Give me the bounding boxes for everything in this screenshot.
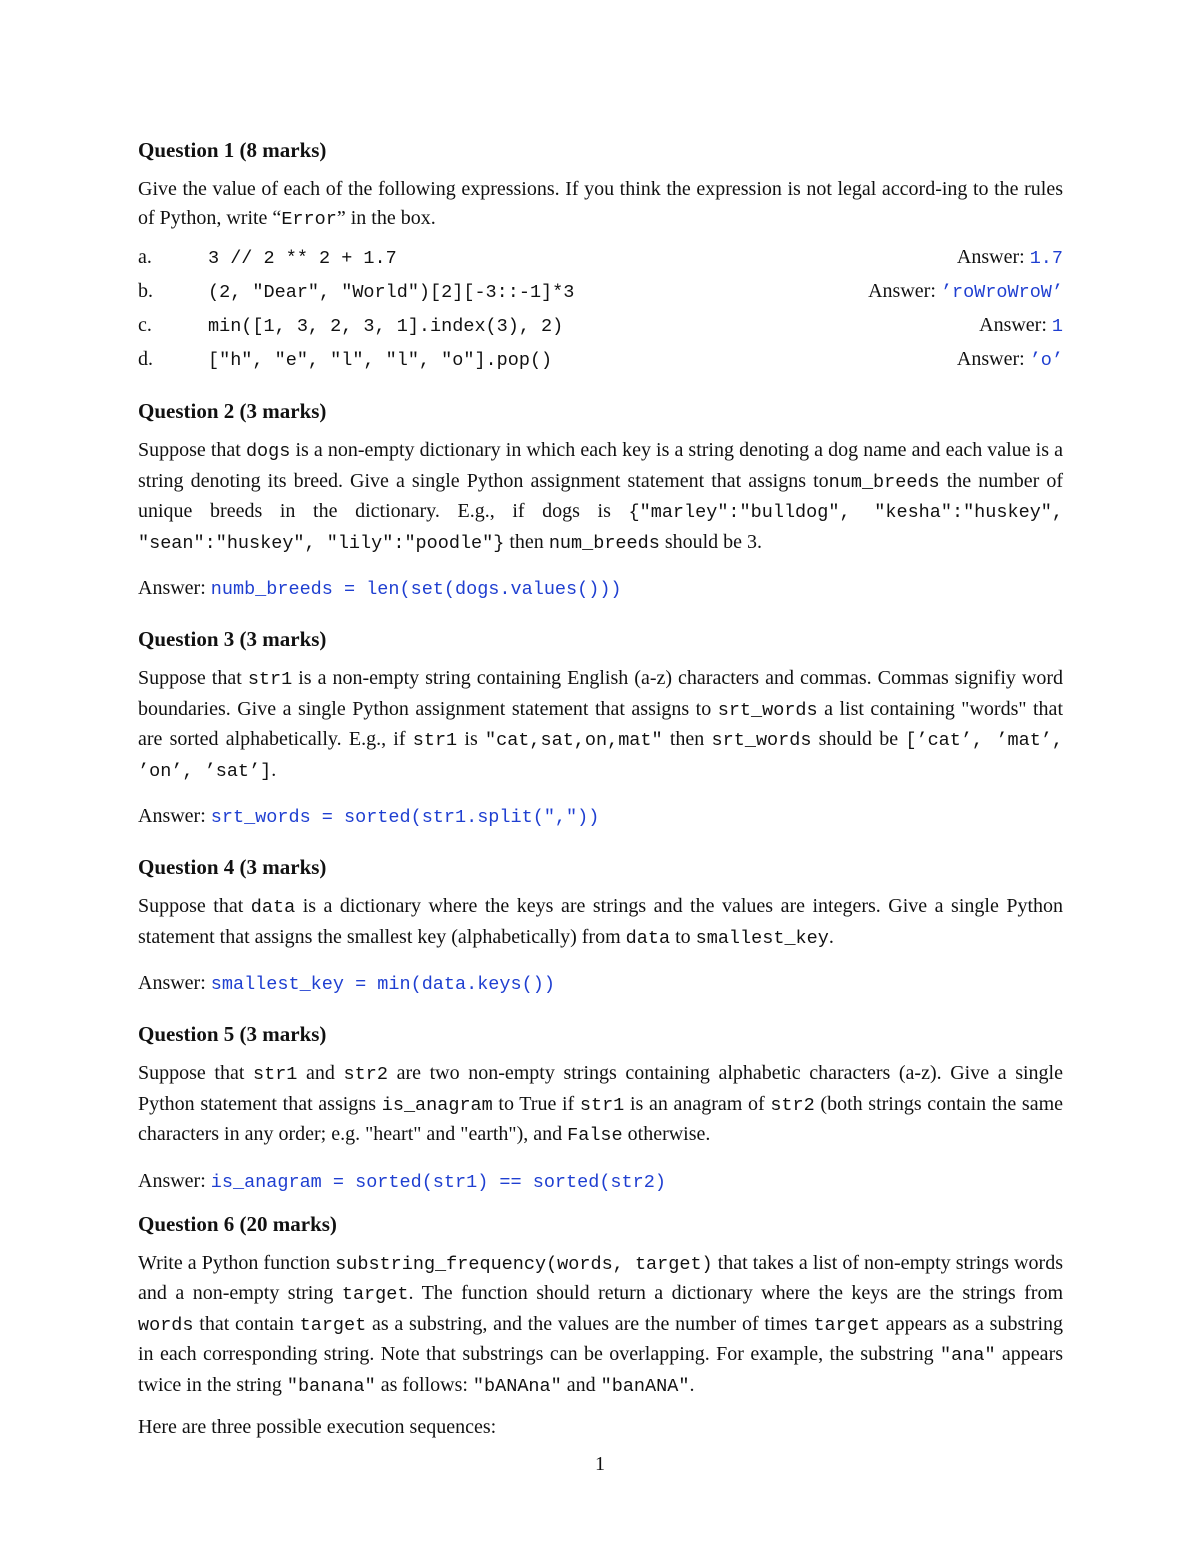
question-6: [138, 1211, 1063, 1442]
question-1d: d. ["h", "e", "l", "l", "o"].pop() Answer: ’o’: [138, 342, 1063, 376]
question-2: [138, 398, 1063, 604]
question-3-title: Question 3 (3 marks): [138, 627, 327, 651]
answer-value: is_anagram = sorted(str1) == sorted(str2): [210, 1171, 666, 1193]
answer-value: smallest_key = min(data.keys()): [210, 974, 555, 995]
answer-value: numb_breeds = len(set(dogs.values())): [210, 579, 622, 600]
question-2-title: Question 2 (3 marks): [138, 399, 327, 423]
question-4-answer: Answer: smallest_key = min(data.keys()): [138, 972, 555, 995]
question-6-body: Write a Python function substring_frequency(words, target) that takes a list of non-empty strings words and a non-empty string target. The function should return a dictionary where the keys are the strings from words that contain target as a substring, and the values are the number of times target appears as a substring in each corresponding string. Note that substrings can be overlapping. For example, the substring "ana" appears twice in the string "banana" as follows: "bANAna" and "banANA".: [138, 1251, 1064, 1397]
question-3-answer: Answer: srt_words = sorted(str1.split(",")): [138, 805, 600, 828]
question-4-body: Suppose that data is a dictionary where the keys are strings and the values are integers. Give a single Python statement that assigns the smallest key (alphabetically) from data to smallest_key.: [138, 895, 1064, 949]
question-1c: c. min([1, 3, 2, 3, 1].index(3), 2) Answer: 1: [138, 308, 1063, 342]
page-number: 1: [595, 1453, 605, 1475]
question-2-body: Suppose that dogs is a non-empty dictionary in which each key is a string denoting a dog name and each value is a string denoting its breed. Give a single Python assignment statement that assigns tonum_breeds the number of unique breeds in the dictionary. E.g., if dogs is {"marley":"bulldog", "kesha":"huskey", "sean":"huskey", "lily":"poodle"} then num_breeds should be 3.: [138, 439, 1064, 554]
question-1a: a. 3 // 2 ** 2 + 1.7 Answer: 1.7: [138, 240, 1063, 274]
question-3: [138, 626, 1063, 832]
question-4-title: Question 4 (3 marks): [138, 855, 327, 879]
question-5-title: Question 5 (3 marks): [138, 1022, 327, 1046]
exam-page: [138, 137, 1063, 1464]
error-keyword: Error: [281, 208, 337, 230]
question-4: [138, 854, 1063, 999]
expression: (2, "Dear", "World")[2][-3::-1]*3: [208, 282, 575, 303]
expression: min([1, 3, 2, 3, 1].index(3), 2): [208, 316, 564, 337]
question-6-title: Question 6 (20 marks): [138, 1211, 337, 1236]
question-1: [138, 137, 1063, 376]
answer-value: 1: [1051, 316, 1063, 337]
question-2-answer: Answer: numb_breeds = len(set(dogs.values())): [138, 577, 622, 600]
question-5-body: Suppose that str1 and str2 are two non-empty strings containing alphabetic characters (a-z). Give a single Python statement that assigns is_anagram to True if str1 is an anagram of str2 (both strings contain the same characters in any order; e.g. "heart" and "earth"), and False otherwise.: [138, 1062, 1063, 1146]
question-6-closing: Here are three possible execution sequences:: [138, 1416, 497, 1438]
question-5: [138, 1021, 1063, 1197]
question-3-body: Suppose that str1 is a non-empty string containing English (a-z) characters and commas. Commas signifiy word boundaries. Give a single Python assignment statement that assigns to srt_words a list containing "words" that are sorted alphabetically. E.g., if str1 is "cat,sat,on,mat" then srt_words should be [’cat’, ’mat’, ’on’, ’sat’].: [138, 667, 1064, 782]
expression: 3 // 2 ** 2 + 1.7: [208, 248, 397, 269]
answer-value: 1.7: [1029, 248, 1063, 269]
answer-value: ’o’: [1029, 350, 1063, 371]
question-5-answer: Answer: is_anagram = sorted(str1) == sorted(str2): [138, 1169, 666, 1193]
question-1b: b. (2, "Dear", "World")[2][-3::-1]*3 Answer: ’roWroWroW’: [138, 274, 1063, 308]
answer-value: srt_words = sorted(str1.split(",")): [210, 807, 600, 828]
question-1-intro: Give the value of each of the following expressions. If you think the expression is not legal accord-ing to the rules of Python, write “Error” in the box.: [138, 178, 1063, 230]
answer-value: ’roWroWroW’: [940, 282, 1063, 303]
question-1-title: Question 1 (8 marks): [138, 138, 327, 162]
expression: ["h", "e", "l", "l", "o"].pop(): [208, 350, 553, 371]
